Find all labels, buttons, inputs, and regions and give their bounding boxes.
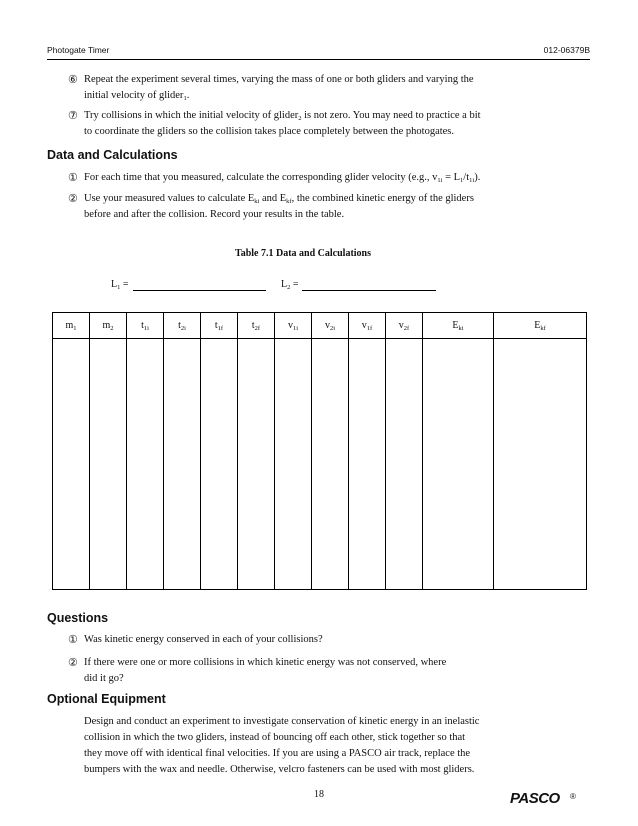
question-2-text: If there were one or more collisions in which kinetic energy was not conserved, where did it go? [84, 657, 447, 684]
column-header: $E_{kf}$ [494, 313, 587, 339]
table-cell[interactable] [423, 339, 494, 590]
column-header: $E_{ki}$ [423, 313, 494, 339]
table-header-row [53, 313, 587, 339]
header-divider [47, 59, 590, 60]
l2-label: $L_2$ = [281, 279, 299, 291]
data-step-2-text: Use your measured values to calculate $E_{ki}$ and $E_{kf}$, the combined kinetic energy of the gliders before and after the collision. Record your results in the table. [84, 193, 474, 220]
l2-blank-line [302, 290, 436, 291]
step-7-number: ⑦ [68, 110, 78, 122]
column-header: $v_{2f}$ [386, 313, 423, 339]
table-caption: Table 7.1 Data and Calculations [234, 248, 372, 259]
table-cell[interactable] [201, 339, 238, 590]
table-cell[interactable] [275, 339, 312, 590]
column-header: $t_{2f}$ [238, 313, 275, 339]
table-cell[interactable] [238, 339, 275, 590]
step-6-text: Repeat the experiment several times, varying the mass of one or both gliders and varying the initial velocity of glider$_1$. [84, 74, 474, 102]
table-cell[interactable] [386, 339, 423, 590]
column-header: $v_{1f}$ [349, 313, 386, 339]
section-heading-questions: Questions [47, 611, 109, 625]
data-table [52, 312, 587, 590]
data-step-1-number: ① [68, 172, 78, 184]
column-header: $v_{2i}$ [312, 313, 349, 339]
table-cell[interactable] [494, 339, 587, 590]
column-header: $m_2$ [90, 313, 127, 339]
step-7-text: Try collisions in which the initial velocity of glider$_2$ is not zero. You may need to practice a bit to coordinate the gliders so the collision takes place completely between the photogates. [84, 110, 481, 137]
question-1-text: Was kinetic energy conserved in each of your collisions? [84, 634, 323, 645]
l1-label: $L_1$ = [111, 279, 129, 291]
column-header: $v_{1i}$ [275, 313, 312, 339]
table-cell[interactable] [53, 339, 90, 590]
document-number: 012-06379B [543, 45, 590, 55]
column-header: $m_1$ [53, 313, 90, 339]
page-number: 18 [314, 789, 324, 800]
column-header: $t_{2i}$ [164, 313, 201, 339]
pasco-logo: PASCO [510, 790, 560, 807]
column-header: $t_{1i}$ [127, 313, 164, 339]
step-6-number: ⑥ [68, 74, 78, 86]
table-cell[interactable] [164, 339, 201, 590]
data-step-2-number: ② [68, 193, 78, 205]
table-cell[interactable] [349, 339, 386, 590]
running-header-title: Photogate Timer [47, 45, 110, 55]
data-step-1-text: For each time that you measured, calculate the corresponding glider velocity (e.g., $v_{1i} = L_1/t_{1i}$). [84, 172, 481, 184]
section-heading-optional-equipment: Optional Equipment [47, 692, 166, 706]
table-row [53, 339, 587, 590]
question-1-number: ① [68, 634, 78, 646]
registered-mark: ® [570, 792, 576, 801]
column-header: $t_{1f}$ [201, 313, 238, 339]
l1-blank-line [133, 290, 266, 291]
section-heading-data: Data and Calculations [47, 148, 178, 162]
table-cell[interactable] [127, 339, 164, 590]
question-2-number: ② [68, 657, 78, 669]
table-cell[interactable] [312, 339, 349, 590]
optional-equipment-paragraph: Design and conduct an experiment to investigate conservation of kinetic energy in an inelastic collision in which the two gliders, instead of bouncing off each other, stick together so that they move off with identical final velocities. If you are using a PASCO air track, replace the bumpers with the wax and needle. Otherwise, velcro fasteners can be used with most gliders. [84, 716, 480, 775]
table-cell[interactable] [90, 339, 127, 590]
